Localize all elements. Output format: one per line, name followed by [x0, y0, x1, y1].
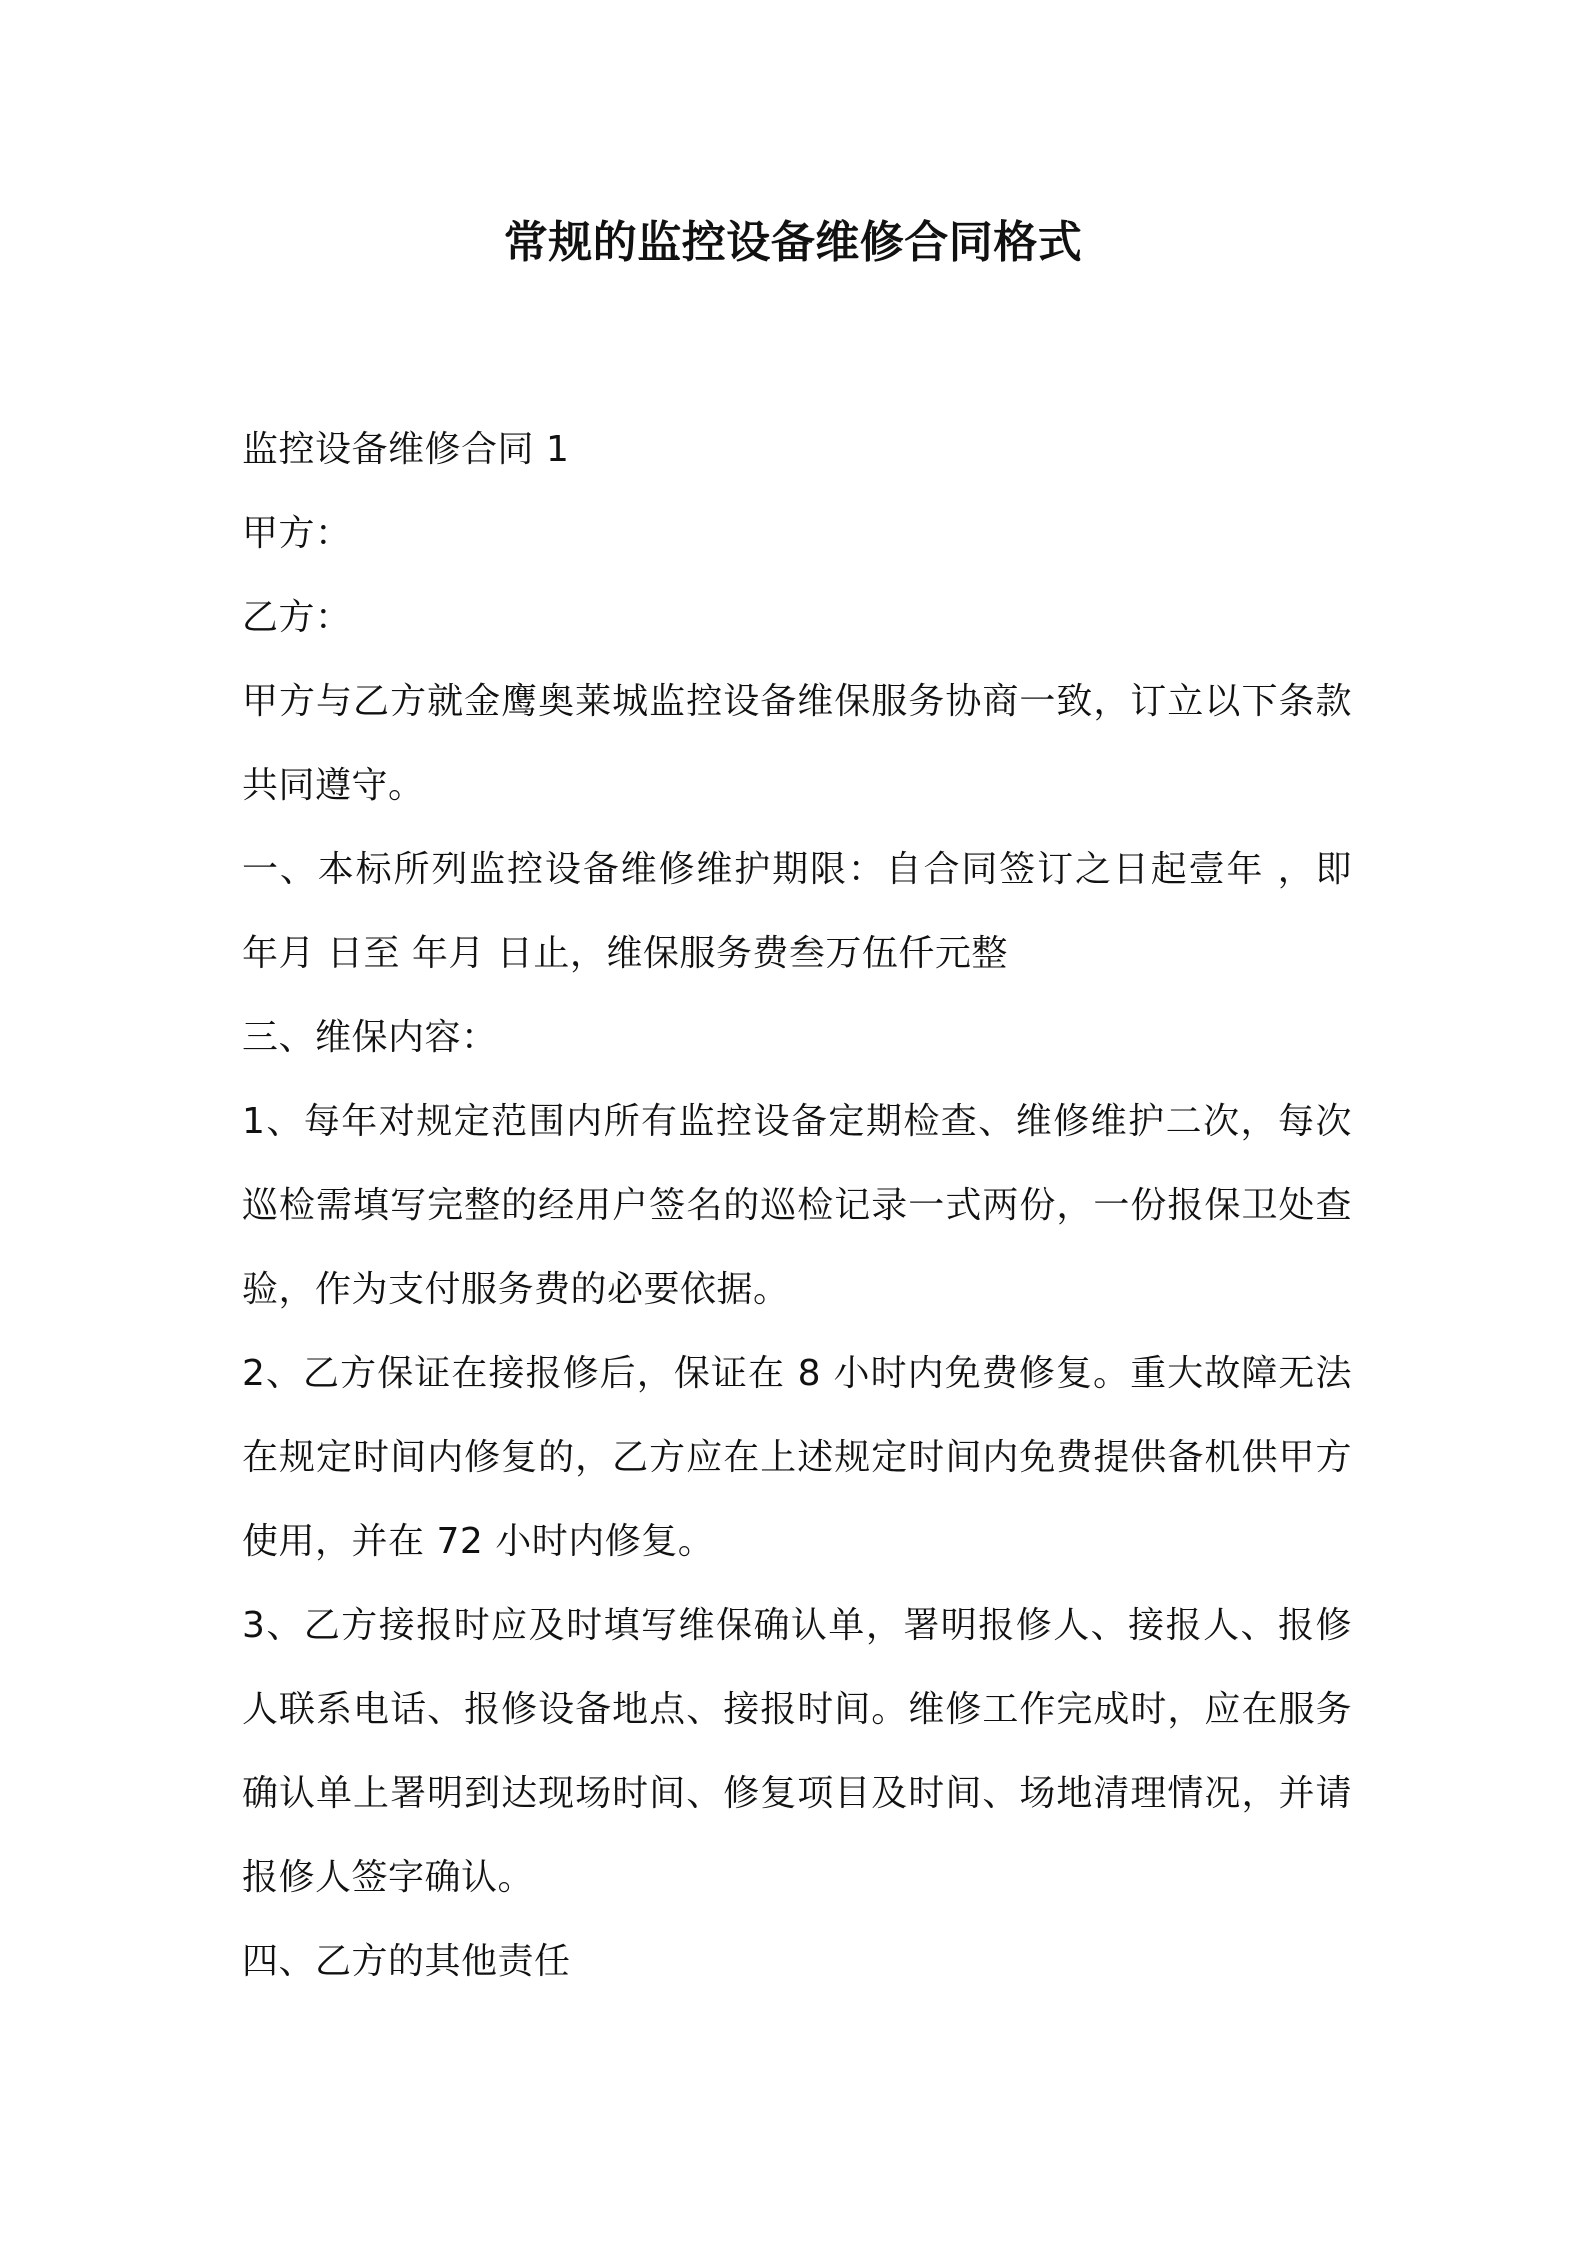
document-body	[242, 408, 1352, 2004]
contract-heading: 监控设备维修合同 1	[242, 429, 570, 470]
clause-item-2: 2、乙方保证在接报修后，保证在 8 小时内免费修复。重大故障无法在规定时间内修复的，乙方应在上述规定时间内免费提供备机供甲方使用，并在 72 小时内修复。	[242, 1353, 1352, 1562]
section-other-responsibilities: 四、乙方的其他责任	[242, 1941, 571, 1982]
party-a-line: 甲方：	[242, 513, 352, 554]
clause-item-3: 3、乙方接报时应及时填写维保确认单，署明报修人、接报人、报修人联系电话、报修设备地点、接报时间。维修工作完成时，应在服务确认单上署明到达现场时间、修复项目及时间、场地清理情况，并请报修人签字确认。	[242, 1605, 1352, 1898]
party-b-line: 乙方：	[242, 597, 352, 638]
clause-term-and-fee: 一、本标所列监控设备维修维护期限：自合同签订之日起壹年 ，即 年月 日至 年月 日止，维保服务费叁万伍仟元整	[242, 849, 1352, 974]
preamble-paragraph: 甲方与乙方就金鹰奥莱城监控设备维保服务协商一致，订立以下条款共同遵守。	[242, 681, 1352, 806]
section-maintenance-content: 三、维保内容：	[242, 1017, 498, 1058]
document-title: 常规的监控设备维修合同格式	[503, 217, 1083, 268]
clause-item-1: 1、每年对规定范围内所有监控设备定期检查、维修维护二次，每次巡检需填写完整的经用户签名的巡检记录一式两份，一份报保卫处查验，作为支付服务费的必要依据。	[242, 1101, 1352, 1310]
